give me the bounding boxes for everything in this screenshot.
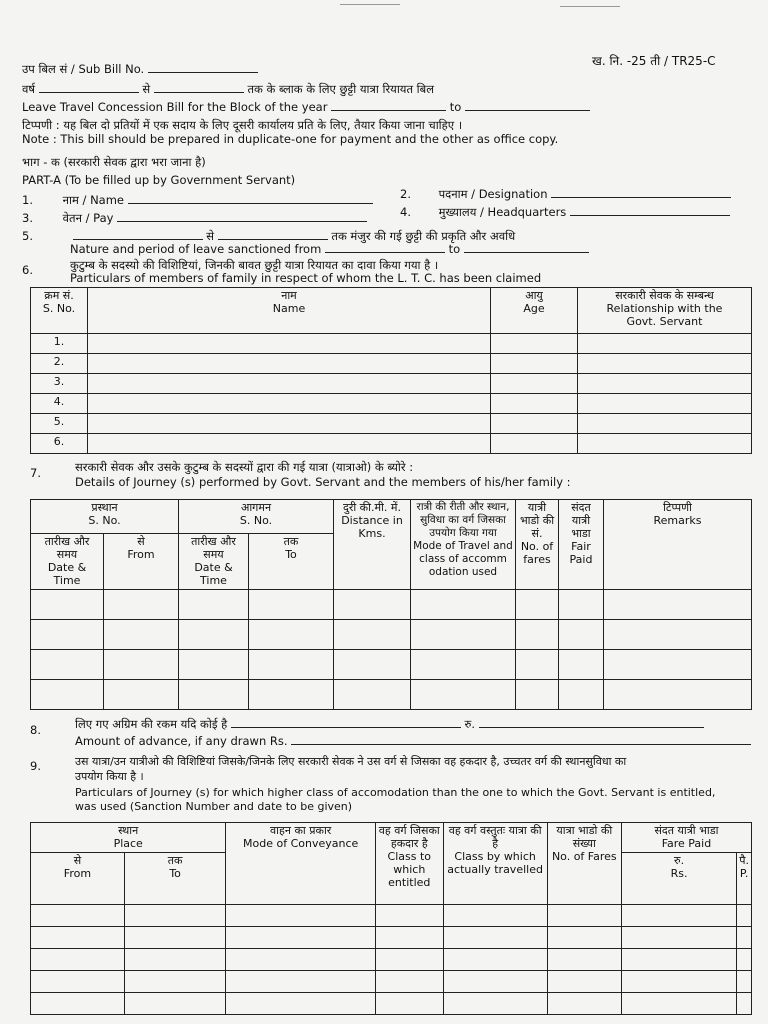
name-cell[interactable]: [88, 394, 491, 414]
year-hindi-row: [22, 82, 434, 97]
higher-en-1: Particulars of Journey (s) for which higher class of accomodation than the one to which the Govt. Servant is entitled,: [75, 786, 716, 799]
mode-hi: रात्री की रीती और स्थान, सुविधा का वर्ग जिसका उपयोग किया गया: [416, 501, 510, 539]
form-code: ख. नि. -25 ती / TR25-C: [592, 54, 716, 68]
cell[interactable]: [547, 927, 621, 949]
field-name-row: [22, 193, 373, 208]
table-row: [31, 374, 752, 394]
cell[interactable]: [604, 590, 752, 620]
cell[interactable]: [375, 971, 443, 993]
col-relationship: [578, 288, 752, 334]
name-field[interactable]: [128, 193, 373, 204]
scan-mark: [560, 6, 620, 7]
cell[interactable]: [249, 650, 334, 680]
cell[interactable]: [249, 680, 334, 710]
row-number: 2.: [31, 354, 88, 374]
cell[interactable]: [604, 650, 752, 680]
leave-to-field[interactable]: [464, 242, 589, 253]
sub-bill-row: [22, 62, 258, 77]
to-label: to: [449, 100, 462, 114]
table-row: [31, 650, 752, 680]
row-number: 6.: [31, 434, 88, 454]
cell[interactable]: [443, 905, 547, 927]
cell[interactable]: [226, 905, 376, 927]
from-hi: से: [73, 854, 82, 867]
field-designation-row: [400, 187, 731, 202]
table-row: [31, 927, 752, 949]
cell[interactable]: [31, 993, 125, 1015]
table-row: [31, 905, 752, 927]
name-cell[interactable]: [88, 354, 491, 374]
fares-en: No. of Fares: [551, 850, 617, 863]
cell[interactable]: [124, 905, 226, 927]
row-number: 5.: [31, 414, 88, 434]
col-age: [491, 288, 578, 334]
to-hi: तक: [283, 535, 299, 548]
name-cell[interactable]: [88, 414, 491, 434]
p-en: P.: [739, 867, 749, 880]
arr-en: S. No.: [239, 514, 273, 527]
cell[interactable]: [31, 650, 104, 680]
rs-hi: रु.: [674, 854, 685, 867]
row-number: 3.: [31, 374, 88, 394]
entitled-hi: वह वर्ग जिसका हकदार है: [378, 824, 440, 850]
table-row: [31, 434, 752, 454]
age-cell[interactable]: [491, 354, 578, 374]
year-hi-se: से: [142, 82, 151, 96]
dep-en: S. No.: [88, 514, 121, 527]
arr-date-hi: तारीख और समय: [191, 535, 236, 561]
table-row: [31, 334, 752, 354]
cell[interactable]: [621, 949, 736, 971]
paid-en: Fair Paid: [569, 540, 593, 566]
advance-hi-label: लिए गए अग्रिम की रकम यदि कोई है: [75, 717, 228, 731]
advance-hi-field[interactable]: [231, 717, 461, 728]
fare-paid-hi: संदत यात्री भाडा: [654, 824, 719, 837]
note-english: Note : This bill should be prepared in duplicate-one for payment and the other as office copy.: [22, 132, 559, 146]
cell[interactable]: [334, 590, 411, 620]
name-label: नाम / Name: [62, 193, 124, 207]
cell[interactable]: [411, 650, 516, 680]
cell[interactable]: [124, 971, 226, 993]
cell[interactable]: [179, 620, 249, 650]
col-name: [88, 288, 491, 334]
age-cell[interactable]: [491, 414, 578, 434]
cell[interactable]: [737, 949, 752, 971]
age-cell[interactable]: [491, 334, 578, 354]
age-cell[interactable]: [491, 374, 578, 394]
cell[interactable]: [104, 620, 179, 650]
col-sno-en: S. No.: [42, 302, 76, 315]
fares-hi: यात्रा भाडो की संख्या: [556, 824, 613, 850]
relationship-cell[interactable]: [578, 354, 752, 374]
leave-from-field[interactable]: [325, 242, 445, 253]
table-row: [31, 354, 752, 374]
sub-bill-label: उप बिल सं / Sub Bill No.: [22, 62, 145, 76]
cell[interactable]: [516, 590, 559, 620]
dep-hi: प्रस्थान: [91, 501, 118, 514]
col-class-entitled: [375, 823, 443, 905]
higher-hi-1: उस यात्रा/उन यात्रीओ की विशिष्टियां जिसके/जिनके लिए सरकारी सेवक ने उस वर्ग से जिसका वह हकदार है, उच्चतर वर्ग की स्थानसुविधा का: [75, 755, 627, 768]
designation-field[interactable]: [551, 187, 731, 198]
col-dep-date: [31, 534, 104, 590]
row-number: 4.: [31, 394, 88, 414]
higher-header-row-1: [31, 823, 752, 853]
cell[interactable]: [31, 971, 125, 993]
col-paise: [737, 853, 752, 905]
higher-number: 9.: [30, 759, 41, 773]
table-row: [31, 949, 752, 971]
cell[interactable]: [737, 993, 752, 1015]
advance-amount-field[interactable]: [291, 734, 751, 745]
cell[interactable]: [547, 949, 621, 971]
cell[interactable]: [375, 949, 443, 971]
year-hi-label: वर्ष: [22, 82, 36, 96]
cell[interactable]: [443, 949, 547, 971]
col-sno: [31, 288, 88, 334]
cell[interactable]: [559, 590, 604, 620]
col-rel-hi: सरकारी सेवक के सम्बन्ध: [615, 289, 714, 302]
note-hindi: टिप्पणी : यह बिल दो प्रतियों में एक सदाय के लिए दूसरी कार्यालय प्रति के लिए, तैयार किया जाना चाहिए ।: [22, 118, 463, 132]
cell[interactable]: [411, 680, 516, 710]
rs-en: Rs.: [670, 867, 688, 880]
part-hindi: भाग - क (सरकारी सेवक द्वारा भरा जाना है): [22, 155, 206, 169]
field-number: 2.: [400, 187, 411, 201]
higher-class-table: [30, 822, 752, 1015]
cell[interactable]: [737, 905, 752, 927]
dist-hi: दुरी की.मी. में.: [343, 501, 401, 514]
mode-en: Mode of Travel and class of accomm odation used: [413, 540, 513, 578]
cell[interactable]: [443, 971, 547, 993]
to-en: To: [169, 867, 181, 880]
col-to: [124, 853, 226, 905]
field-number: 5.: [22, 229, 33, 243]
higher-hi-2: उपयोग किया है ।: [75, 770, 144, 783]
leave-hi-label: तक मंजुर की गई छुट्टी की प्रकृति और अवधि: [331, 229, 516, 243]
col-arr-date: [179, 534, 249, 590]
advance-rs-field[interactable]: [479, 717, 704, 728]
cell[interactable]: [124, 949, 226, 971]
advance-hindi-row: [75, 717, 704, 732]
age-cell[interactable]: [491, 434, 578, 454]
cell[interactable]: [226, 993, 376, 1015]
cell[interactable]: [104, 590, 179, 620]
field-leave-en-row: [70, 242, 589, 256]
field-number: 4.: [400, 205, 411, 219]
name-cell[interactable]: [88, 334, 491, 354]
cell[interactable]: [31, 927, 125, 949]
cell[interactable]: [226, 971, 376, 993]
scan-mark: [340, 4, 400, 5]
col-no-of-fares: [547, 823, 621, 905]
cell[interactable]: [375, 905, 443, 927]
relationship-cell[interactable]: [578, 394, 752, 414]
col-to: [249, 534, 334, 590]
leave-hi-to-field[interactable]: [218, 229, 328, 240]
block-year-from-field[interactable]: [331, 100, 446, 111]
from-en: From: [127, 548, 155, 561]
field-pay-row: [22, 211, 367, 226]
family-number: 6.: [22, 263, 33, 277]
cell[interactable]: [124, 993, 226, 1015]
dep-date-hi: तारीख और समय: [44, 535, 90, 561]
family-heading-hi: कुटुम्ब के सदस्यो की विशिष्टियां, जिनकी बावत छुट्टी यात्रा रियायत का दावा किया गया है ।: [70, 258, 439, 272]
journey-heading-hi: सरकारी सेवक और उसके कुटुम्ब के सदस्यों द्वारा की गई यात्रा (यात्राओ) के ब्योरे :: [75, 460, 414, 474]
cell[interactable]: [179, 680, 249, 710]
relationship-cell[interactable]: [578, 334, 752, 354]
sub-bill-field[interactable]: [148, 62, 258, 73]
conveyance-en: Mode of Conveyance: [243, 837, 359, 850]
table-row: [31, 680, 752, 710]
col-sno-hi: क्रम सं.: [44, 289, 74, 302]
field-number: 3.: [22, 211, 33, 225]
relationship-cell[interactable]: [578, 434, 752, 454]
leave-en-label: Nature and period of leave sanctioned from: [70, 242, 322, 256]
cell[interactable]: [179, 650, 249, 680]
col-departure: [31, 500, 179, 534]
part-english: PART-A (To be filled up by Government Servant): [22, 173, 296, 187]
cell[interactable]: [737, 927, 752, 949]
cell[interactable]: [604, 680, 752, 710]
table-row: [31, 590, 752, 620]
travelled-hi: वह वर्ग वस्तुतः यात्रा की है: [448, 824, 542, 850]
arr-date-en: Date & Time: [194, 561, 233, 587]
col-fares: [516, 500, 559, 590]
year-to-field[interactable]: [154, 82, 244, 93]
remarks-en: Remarks: [653, 514, 702, 527]
cell[interactable]: [604, 620, 752, 650]
table-row: [31, 394, 752, 414]
cell[interactable]: [516, 620, 559, 650]
conveyance-hi: वाहन का प्रकार: [270, 824, 332, 837]
cell[interactable]: [249, 620, 334, 650]
col-distance: [334, 500, 411, 590]
cell[interactable]: [516, 650, 559, 680]
cell[interactable]: [375, 993, 443, 1015]
journey-header-row-1: [31, 500, 752, 534]
paid-hi: संदत यात्री भाडा: [571, 501, 591, 540]
cell[interactable]: [621, 971, 736, 993]
designation-label: पदनाम / Designation: [438, 187, 548, 201]
cell[interactable]: [411, 620, 516, 650]
col-age-hi: आयु: [525, 289, 543, 302]
cell[interactable]: [737, 971, 752, 993]
col-from: [31, 853, 125, 905]
cell[interactable]: [547, 971, 621, 993]
journey-table: [30, 499, 752, 710]
row-number: 1.: [31, 334, 88, 354]
cell[interactable]: [104, 650, 179, 680]
col-age-en: Age: [523, 302, 545, 315]
place-en: Place: [113, 837, 143, 850]
headquarters-field[interactable]: [570, 205, 730, 216]
arr-hi: आगमन: [240, 501, 272, 514]
family-heading-en: Particulars of members of family in respect of whom the L. T. C. has been claimed: [70, 271, 542, 285]
journey-number: 7.: [30, 466, 41, 480]
cell[interactable]: [559, 620, 604, 650]
col-mode: [411, 500, 516, 590]
cell[interactable]: [226, 949, 376, 971]
fares-hi: यात्री भाडो की सं.: [519, 501, 555, 540]
cell[interactable]: [334, 680, 411, 710]
col-name-hi: नाम: [281, 289, 297, 302]
cell[interactable]: [443, 993, 547, 1015]
col-remarks: [604, 500, 752, 590]
cell[interactable]: [31, 680, 104, 710]
col-rel-en1: Relationship with the: [606, 302, 723, 315]
cell[interactable]: [31, 949, 125, 971]
cell[interactable]: [516, 680, 559, 710]
cell[interactable]: [443, 927, 547, 949]
col-rs: [621, 853, 736, 905]
remarks-hi: टिप्पणी: [663, 501, 692, 514]
leave-to-label: to: [448, 242, 461, 256]
cell[interactable]: [31, 905, 125, 927]
from-en: From: [63, 867, 92, 880]
to-hi: तक: [167, 854, 183, 867]
col-rel-en2: Govt. Servant: [626, 315, 703, 328]
year-from-field[interactable]: [39, 82, 139, 93]
cell[interactable]: [31, 620, 104, 650]
pay-field[interactable]: [117, 211, 367, 222]
block-year-to-field[interactable]: [465, 100, 590, 111]
cell[interactable]: [621, 993, 736, 1015]
cell[interactable]: [334, 620, 411, 650]
p-hi: पै.: [739, 854, 749, 867]
relationship-cell[interactable]: [578, 414, 752, 434]
dep-date-en: Date & Time: [47, 561, 87, 587]
leave-hi-from-field[interactable]: [73, 229, 203, 240]
col-conveyance: [226, 823, 376, 905]
cell[interactable]: [179, 590, 249, 620]
year-hi-title: तक के ब्लाक के लिए छुट्टी यात्रा रियायत बिल: [247, 82, 435, 96]
from-hi: से: [137, 535, 145, 548]
pay-label: वेतन / Pay: [62, 211, 114, 225]
advance-english-row: [75, 734, 751, 748]
dist-en: Distance in Kms.: [341, 514, 403, 540]
entitled-en: Class to which entitled: [387, 850, 432, 889]
cell[interactable]: [559, 650, 604, 680]
travelled-en: Class by which actually travelled: [447, 850, 543, 876]
cell[interactable]: [411, 590, 516, 620]
cell[interactable]: [226, 927, 376, 949]
cell[interactable]: [559, 680, 604, 710]
cell[interactable]: [31, 590, 104, 620]
family-header-row: [31, 288, 752, 334]
place-hi: स्थान: [118, 824, 139, 837]
journey-heading-en: Details of Journey (s) performed by Govt. Servant and the members of his/her family :: [75, 475, 571, 489]
family-table: [30, 287, 752, 454]
age-cell[interactable]: [491, 394, 578, 414]
field-number: 1.: [22, 193, 33, 207]
cell[interactable]: [547, 905, 621, 927]
cell[interactable]: [124, 927, 226, 949]
cell[interactable]: [621, 905, 736, 927]
table-row: [31, 414, 752, 434]
leave-hi-se: से: [206, 229, 215, 243]
cell[interactable]: [249, 590, 334, 620]
col-fair-paid: [559, 500, 604, 590]
col-place: [31, 823, 226, 853]
cell[interactable]: [104, 680, 179, 710]
cell[interactable]: [547, 993, 621, 1015]
advance-rs-hi: रु.: [464, 717, 476, 731]
col-fare-paid: [621, 823, 751, 853]
fares-en: No. of fares: [520, 540, 554, 566]
title-en: Leave Travel Concession Bill for the Block of the year: [22, 100, 328, 114]
relationship-cell[interactable]: [578, 374, 752, 394]
advance-en-label: Amount of advance, if any drawn Rs.: [75, 734, 288, 748]
table-row: [31, 620, 752, 650]
name-cell[interactable]: [88, 434, 491, 454]
cell[interactable]: [375, 927, 443, 949]
headquarters-label: मुख्यालय / Headquarters: [438, 205, 567, 219]
col-from: [104, 534, 179, 590]
cell[interactable]: [334, 650, 411, 680]
col-arrival: [179, 500, 334, 534]
field-hq-row: [400, 205, 730, 220]
name-cell[interactable]: [88, 374, 491, 394]
advance-number: 8.: [30, 723, 41, 737]
higher-en-2: was used (Sanction Number and date to be given): [75, 800, 353, 813]
cell[interactable]: [621, 927, 736, 949]
fare-paid-en: Fare Paid: [661, 837, 712, 850]
title-row: [22, 100, 590, 114]
table-row: [31, 993, 752, 1015]
to-en: To: [285, 548, 297, 561]
col-class-travelled: [443, 823, 547, 905]
table-row: [31, 971, 752, 993]
col-name-en: Name: [272, 302, 306, 315]
